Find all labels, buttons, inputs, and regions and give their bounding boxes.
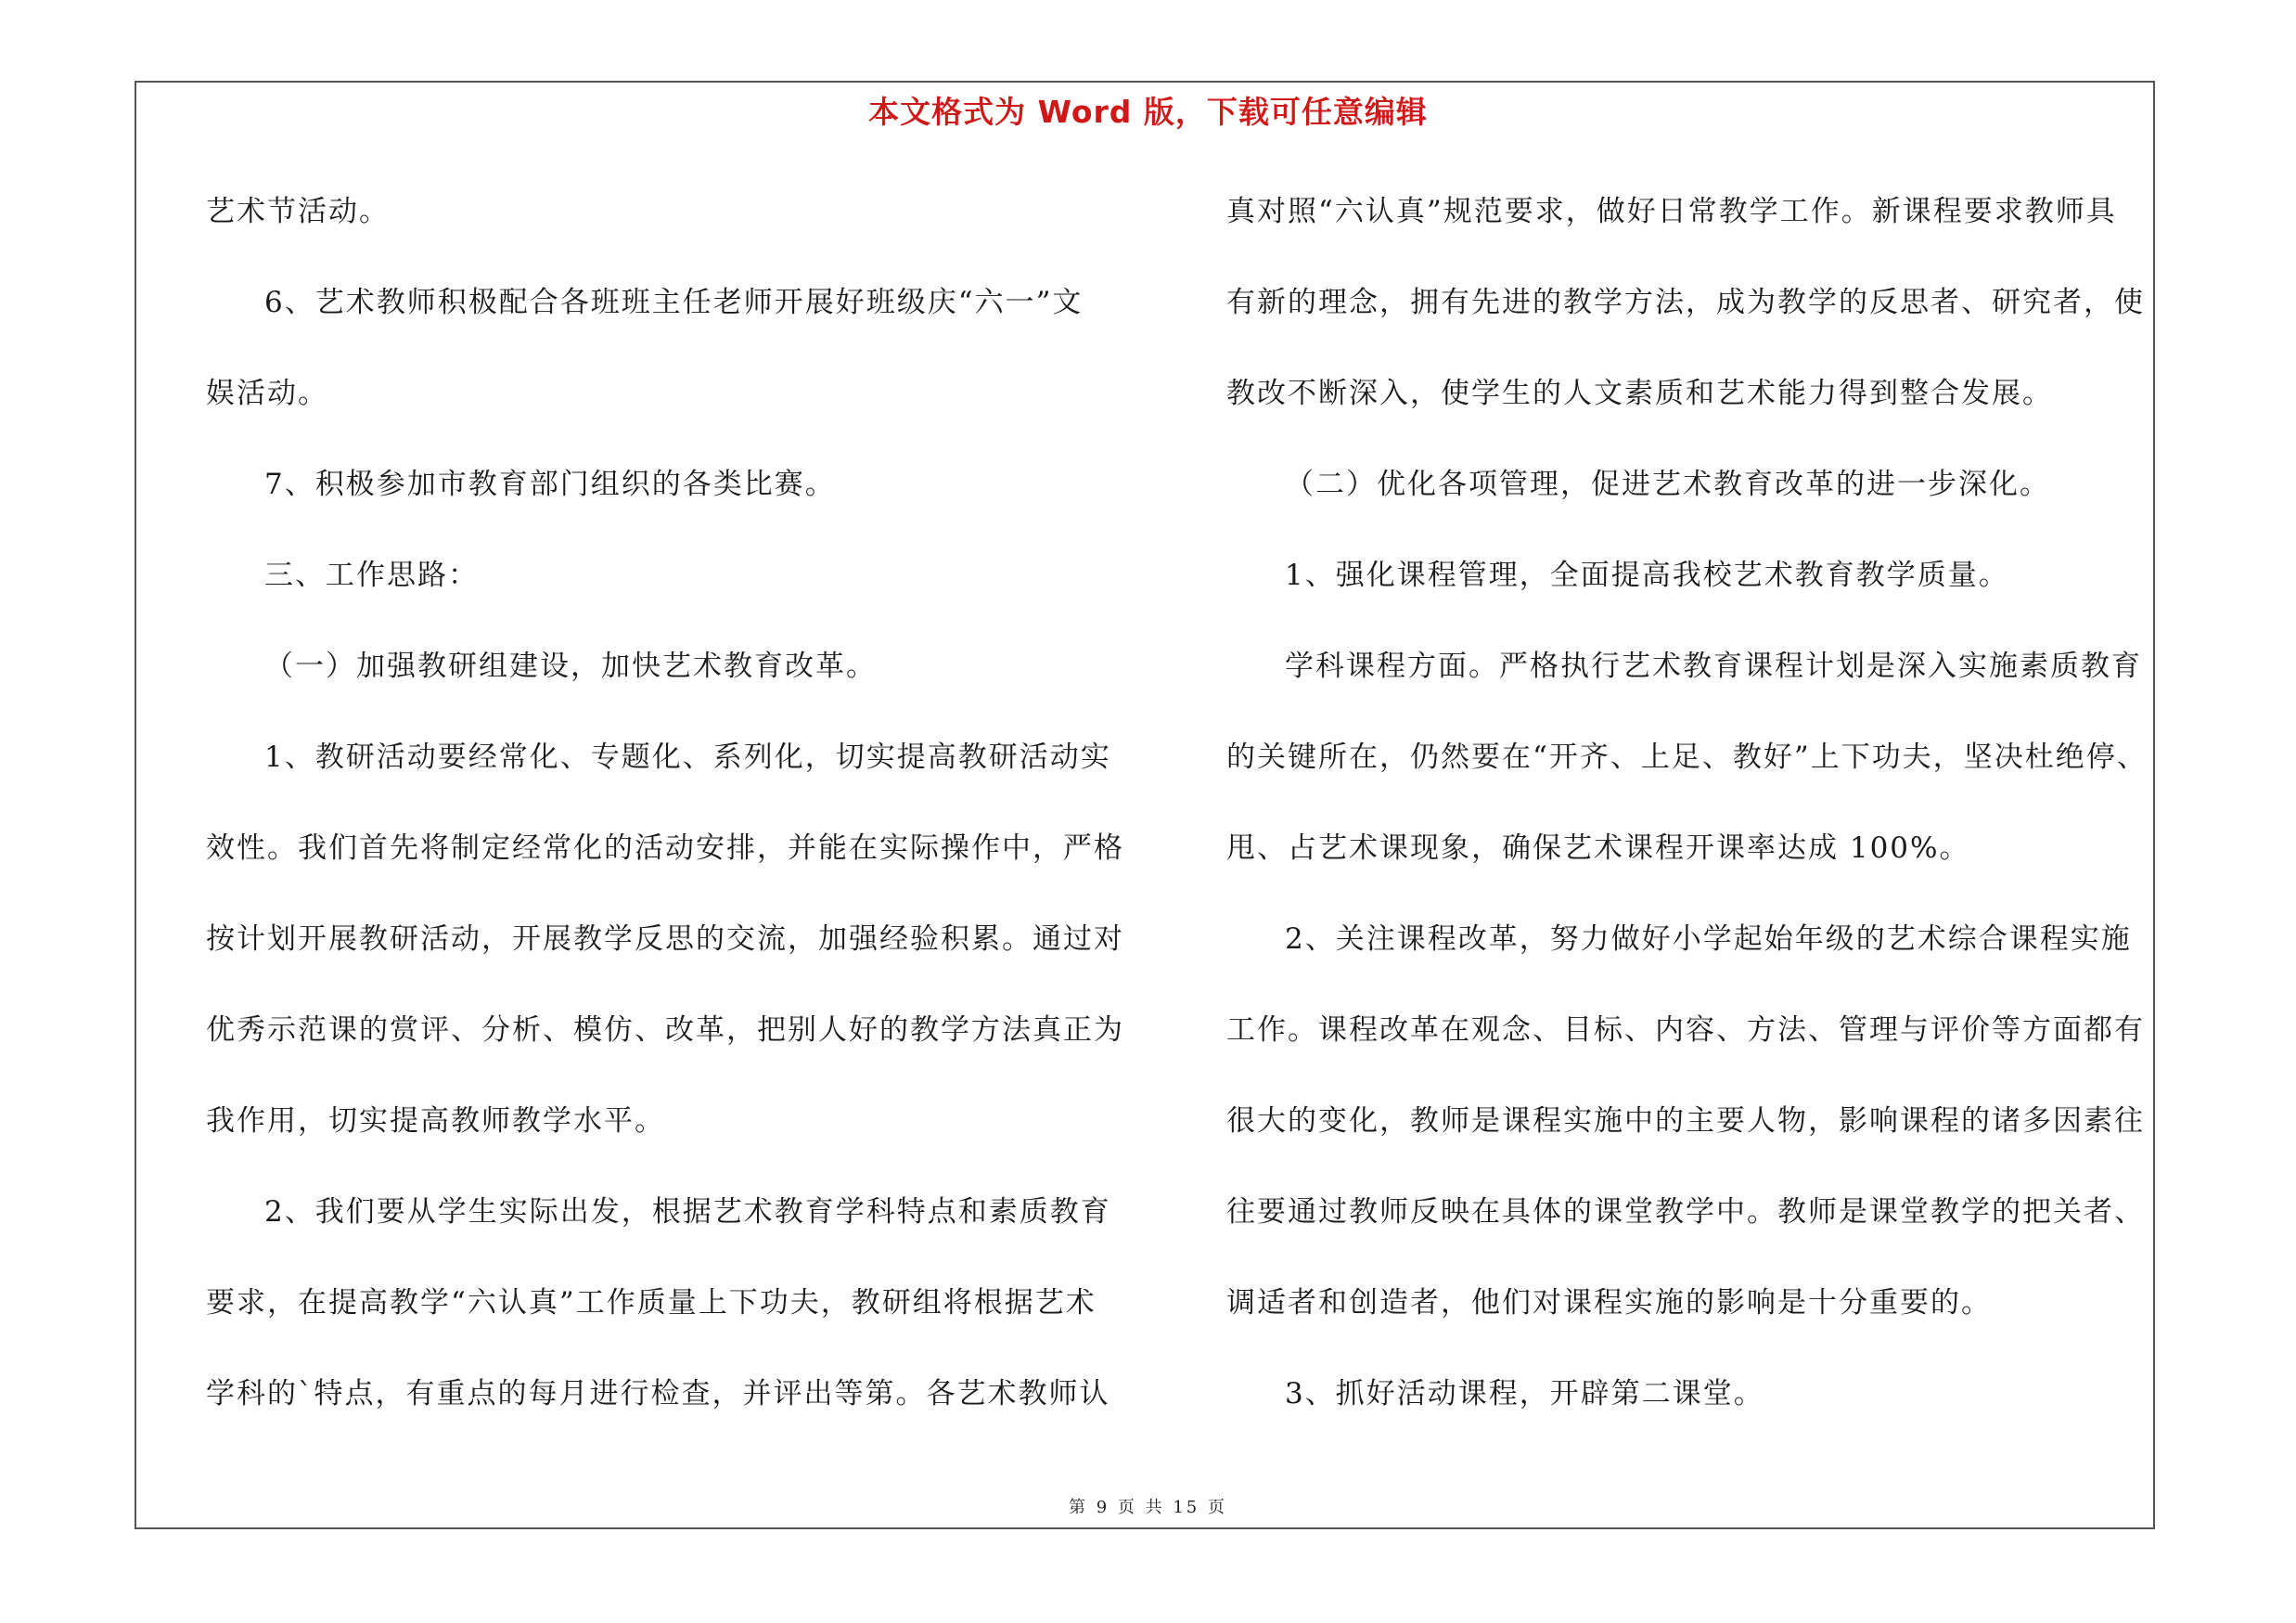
paragraph-line: 有新的理念，拥有先进的教学方法，成为教学的反思者、研究者，使	[1226, 286, 2145, 319]
paragraph-line: 学科的`特点，有重点的每月进行检查，并评出等第。各艺术教师认	[206, 1377, 1110, 1410]
subsection-heading: （一）加强教研组建设，加快艺术教育改革。	[264, 650, 877, 683]
paragraph-line: 学科课程方面。严格执行艺术教育课程计划是深入实施素质教育	[1285, 650, 2142, 683]
subsection-heading: （二）优化各项管理，促进艺术教育改革的进一步深化。	[1285, 468, 2050, 501]
paragraph-line: 2、关注课程改革，努力做好小学起始年级的艺术综合课程实施	[1285, 922, 2132, 956]
section-heading: 三、工作思路：	[264, 559, 479, 592]
page-number: 第 9 页 共 15 页	[1069, 1498, 1227, 1517]
paragraph-line: 1、教研活动要经常化、专题化、系列化，切实提高教研活动实	[264, 741, 1111, 774]
paragraph-line: 3、抓好活动课程，开辟第二课堂。	[1285, 1377, 1764, 1410]
paragraph-line: 效性。我们首先将制定经常化的活动安排，并能在实际操作中，严格	[206, 831, 1124, 865]
format-banner: 本文格式为 Word 版，下载可任意编辑	[868, 94, 1428, 130]
paragraph-line: 甩、占艺术课现象，确保艺术课程开课率达成 100%。	[1226, 831, 1970, 865]
paragraph-line: 2、我们要从学生实际出发，根据艺术教育学科特点和素质教育	[264, 1195, 1111, 1229]
paragraph-line: 艺术节活动。	[206, 195, 390, 228]
paragraph-line: 6、艺术教师积极配合各班班主任老师开展好班级庆“六一”文	[264, 286, 1084, 319]
paragraph-line: 7、积极参加市教育部门组织的各类比赛。	[264, 468, 836, 501]
paragraph-line: 要求，在提高教学“六认真”工作质量上下功夫，教研组将根据艺术	[206, 1286, 1097, 1320]
paragraph-line: 工作。课程改革在观念、目标、内容、方法、管理与评价等方面都有	[1226, 1013, 2145, 1047]
paragraph-line: 我作用，切实提高教师教学水平。	[206, 1104, 665, 1138]
paragraph-line: 调适者和创造者，他们对课程实施的影响是十分重要的。	[1226, 1286, 1992, 1320]
paragraph-line: 往要通过教师反映在具体的课堂教学中。教师是课堂教学的把关者、	[1226, 1195, 2145, 1229]
paragraph-line: 教改不断深入，使学生的人文素质和艺术能力得到整合发展。	[1226, 377, 2053, 410]
paragraph-line: 真对照“六认真”规范要求，做好日常教学工作。新课程要求教师具	[1226, 195, 2117, 228]
paragraph-line: 优秀示范课的赏评、分析、模仿、改革，把别人好的教学方法真正为	[206, 1013, 1124, 1047]
paragraph-line: 按计划开展教研活动，开展教学反思的交流，加强经验积累。通过对	[206, 922, 1124, 956]
paragraph-line: 娱活动。	[206, 377, 328, 410]
paragraph-line: 的关键所在，仍然要在“开齐、上足、教好”上下功夫，坚决杜绝停、	[1226, 741, 2148, 774]
paragraph-line: 很大的变化，教师是课程实施中的主要人物，影响课程的诸多因素往	[1226, 1104, 2145, 1138]
paragraph-line: 1、强化课程管理，全面提高我校艺术教育教学质量。	[1285, 559, 2009, 592]
